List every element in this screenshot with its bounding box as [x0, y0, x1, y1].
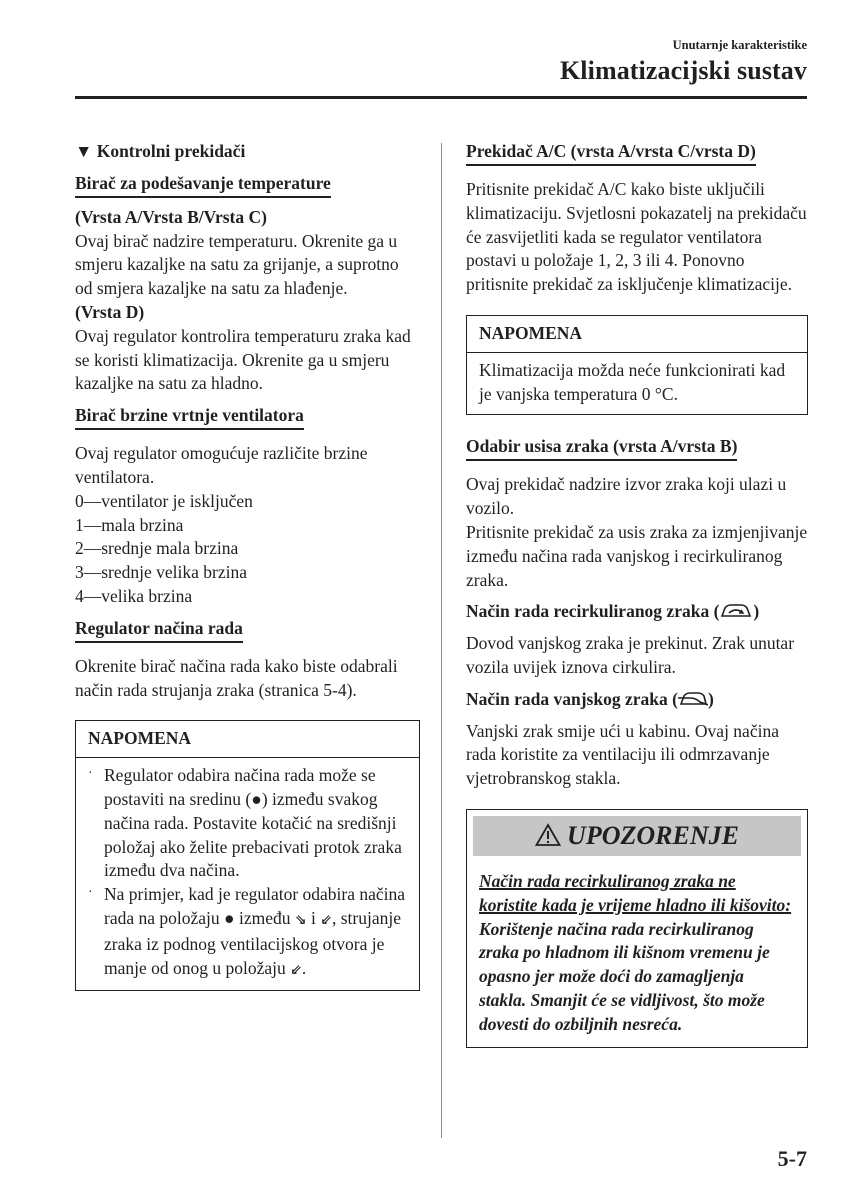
- intake-text-1: Ovaj prekidač nadzire izvor zraka koji ulazi u vozilo.: [466, 474, 787, 519]
- recirc-mode-text: Dovod vanjskog zraka je prekinut. Zrak unutar vozila uvijek iznova cirkulira.: [466, 633, 795, 677]
- page-title: Klimatizacijski sustav: [559, 56, 807, 85]
- warning-box: [466, 809, 808, 1048]
- temp-text-a: Ovaj birač nadzire temperaturu. Okrenite ga u smjeru kazaljke na satu za grijanje, a suprotno od smjera kazaljke na satu za hlađenje.: [75, 230, 399, 299]
- ac-switch-title: Prekidač A/C (vrsta A/vrsta C/vrsta D): [466, 140, 756, 166]
- fan-speed-item: 3—srednje velika brzina: [75, 562, 248, 583]
- recirculation-icon: [719, 601, 753, 621]
- note-title: NAPOMENA: [467, 316, 807, 353]
- outside-air-icon: [678, 689, 708, 709]
- note-bullet: · Na primjer, kad je regulator odabira načina rada na položaju ● između ⇘ i ⇙, strujanje zraka iz podnog ventilacijskog otvora je manje od onog u položaju ⇙.: [88, 884, 406, 978]
- floor-defrost-icon: ⇙: [320, 911, 332, 928]
- type-a-label: (Vrsta A/Vrsta B/Vrsta C): [75, 206, 267, 227]
- recirc-mode-title: Način rada recirkuliranog zraka ( ): [466, 601, 760, 622]
- page-number: 5-7: [777, 1146, 807, 1171]
- ac-text: Pritisnite prekidač A/C kako biste uključili klimatizaciju. Svjetlosni pokazatelj na prekidaču će zasvijetliti kada se regulator ventilatora postavi u položaje 1, 2, 3 ili 4. Ponovno pritisnite prekidač za isključenje klimatizacije.: [466, 179, 807, 295]
- header-rule: [75, 96, 807, 99]
- temp-selector-title: Birač za podešavanje temperature: [75, 172, 331, 198]
- fan-selector-title: Birač brzine vrtnje ventilatora: [75, 404, 304, 430]
- fan-speed-item: 4—velika brzina: [75, 585, 193, 606]
- filled-dot-icon: ●: [251, 788, 262, 809]
- intake-text-2: Pritisnite prekidač za usis zraka za izmjenjivanje između načina rada vanjskog i recirkuliranog zraka.: [466, 521, 808, 590]
- left-column: [75, 140, 420, 991]
- type-d-label: (Vrsta D): [75, 301, 145, 322]
- warning-triangle-icon: [535, 823, 561, 847]
- section-header: Unutarnje karakteristike: [672, 38, 807, 52]
- note-text: Klimatizacija možda neće funkcionirati kad je vanjska temperatura 0 °C.: [479, 359, 786, 404]
- intake-title: Odabir usisa zraka (vrsta A/vrsta B): [466, 435, 737, 461]
- warning-text: Korištenje načina rada recirkuliranog zraka po hladnom ili kišnom vremenu je opasno jer može doći do zamagljenja stakla. Smanjit će se vidljivost, što može dovesti do ozbiljnih nesreća.: [479, 918, 770, 1034]
- note-bullet: · Regulator odabira načina rada može se postaviti na sredinu (●) između svakog načina rada. Postavite kotačić na središnji položaj ako želite prebacivati protok zraka između dva načina.: [88, 765, 402, 881]
- column-divider: [441, 143, 442, 1138]
- floor-defrost-icon: ⇙: [290, 961, 302, 978]
- warning-lead: Način rada recirkuliranog zraka ne koristite kada je vrijeme hladno ili kišovito:: [479, 870, 792, 915]
- mode-selector-title: Regulator načina rada: [75, 617, 243, 643]
- fan-intro: Ovaj regulator omogućuje različite brzine ventilatora.: [75, 443, 368, 487]
- outside-mode-text: Vanjski zrak smije ući u kabinu. Ovaj načina rada koristite za ventilaciju ili odmrzavanje vjetrobranskog stakla.: [466, 720, 779, 789]
- note-title: NAPOMENA: [76, 721, 419, 758]
- fan-speed-item: 0—ventilator je isključen: [75, 490, 253, 511]
- floor-vent-icon: ⇘: [294, 911, 307, 928]
- temp-text-d: Ovaj regulator kontrolira temperaturu zraka kad se koristi klimatizacija. Okrenite ga u smjeru kazaljke na satu za hladno.: [75, 325, 411, 394]
- section-heading: ▼ Kontrolni prekidači: [75, 141, 246, 161]
- mode-text: Okrenite birač načina rada kako biste odabrali način rada strujanja zraka (stranica 5-4).: [75, 655, 398, 700]
- outside-mode-title: Način rada vanjskog zraka ( ): [466, 688, 714, 709]
- filled-dot-icon: ●: [224, 907, 235, 928]
- note-box: [466, 315, 808, 415]
- warning-header: UPOZORENJE: [473, 816, 801, 856]
- right-column: [466, 140, 808, 1048]
- triangle-marker-icon: ▼: [75, 141, 93, 161]
- note-box: [75, 720, 420, 991]
- fan-speed-item: 2—srednje mala brzina: [75, 538, 239, 559]
- fan-speed-item: 1—mala brzina: [75, 514, 184, 535]
